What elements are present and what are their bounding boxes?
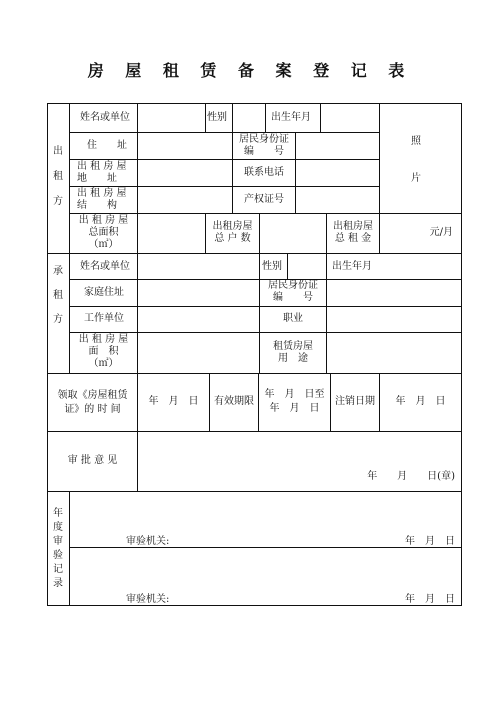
annual-org-1: 审验机关: bbox=[126, 536, 170, 547]
lessee-id-field[interactable] bbox=[327, 280, 461, 306]
section-divider-2 bbox=[47, 373, 462, 374]
cancel-label: 注销日期 bbox=[335, 396, 375, 407]
lessor-birth-label: 出生年月 bbox=[271, 112, 311, 123]
lessee-gender-field[interactable] bbox=[288, 254, 326, 279]
total-area-label-2: 总面积 bbox=[88, 227, 119, 238]
valid-label: 有效期限 bbox=[214, 396, 254, 407]
lessor-name-label: 姓名或单位 bbox=[80, 112, 130, 123]
total-area-label-3: （㎡） bbox=[88, 239, 119, 250]
structure-label-2: 结 构 bbox=[77, 200, 117, 211]
total-area-label-1: 出 租 房 屋 bbox=[78, 215, 129, 226]
lessee-area-label-1: 出 租 房 屋 bbox=[78, 334, 129, 345]
rent-unit: 元/月 bbox=[429, 227, 453, 238]
approval-label: 审 批 意 见 bbox=[67, 455, 118, 466]
cert-vline-c bbox=[258, 373, 259, 431]
job-label: 职业 bbox=[283, 313, 303, 324]
lessor-id-label-1: 居民身份证 bbox=[239, 134, 289, 145]
lessor-vline-c bbox=[265, 103, 266, 132]
lessor-gender-label: 性别 bbox=[207, 112, 227, 123]
deed-label: 产权证号 bbox=[244, 194, 284, 205]
rent-label-2: 总 租 金 bbox=[334, 233, 372, 244]
lessee-name-label: 姓名或单位 bbox=[80, 261, 130, 272]
receive-label-1: 领取《房屋租赁 bbox=[57, 390, 128, 401]
house-address-field[interactable] bbox=[138, 160, 232, 186]
border-right bbox=[461, 103, 462, 606]
lessor-name-field[interactable] bbox=[138, 104, 205, 132]
structure-label-1: 出 租 房 屋 bbox=[77, 188, 127, 199]
home-address-label: 家庭住址 bbox=[84, 287, 124, 298]
lessee-area-label-2: 面 积 bbox=[88, 346, 119, 357]
use-label-2: 用 途 bbox=[278, 353, 308, 364]
valid-range-end[interactable]: 年 月 日 bbox=[269, 403, 320, 414]
households-label-2: 总 户 数 bbox=[214, 233, 251, 244]
receive-date[interactable]: 年 月 日 bbox=[148, 396, 199, 407]
registration-form bbox=[47, 103, 462, 606]
receive-label-2: 证》的 时 间 bbox=[64, 404, 121, 415]
photo-area[interactable] bbox=[380, 104, 461, 213]
annual-date-1: 年 月 日 bbox=[405, 536, 455, 547]
photo-label-1: 照 bbox=[411, 136, 421, 147]
lessee-name-field[interactable] bbox=[138, 254, 259, 279]
households-label-1: 出租房屋 bbox=[212, 221, 253, 232]
lessee-area-field[interactable] bbox=[138, 333, 259, 373]
lessor-gender-field[interactable] bbox=[233, 104, 265, 132]
lessor-phone-label: 联系电话 bbox=[244, 167, 284, 178]
use-label-1: 租赁房屋 bbox=[273, 341, 313, 352]
lessor-vline-a bbox=[205, 103, 206, 132]
house-address-label-2: 地 址 bbox=[77, 173, 117, 184]
work-unit-label: 工作单位 bbox=[84, 313, 124, 324]
total-area-field[interactable] bbox=[138, 214, 205, 253]
home-address-field[interactable] bbox=[138, 280, 259, 306]
annual-org-2: 审验机关: bbox=[126, 594, 170, 605]
photo-label-2: 片 bbox=[411, 173, 421, 184]
rent-field[interactable] bbox=[380, 214, 461, 253]
lessor-phone-field[interactable] bbox=[296, 160, 379, 186]
lessor-address-label: 住 址 bbox=[87, 140, 127, 151]
annual-date-2: 年 月 日 bbox=[405, 594, 455, 605]
lessee-vline-a bbox=[259, 253, 260, 279]
cancel-date[interactable]: 年 月 日 bbox=[395, 396, 446, 407]
lessee-id-label-2: 编 号 bbox=[273, 292, 313, 303]
valid-range-start[interactable]: 年 月 日至 bbox=[264, 389, 325, 400]
lessor-address-field[interactable] bbox=[138, 133, 232, 159]
lessee-birth-label: 出生年月 bbox=[332, 261, 372, 272]
lessee-area-label-3: （㎡） bbox=[88, 358, 119, 369]
lessor-id-field[interactable] bbox=[296, 133, 379, 159]
job-field[interactable] bbox=[327, 307, 461, 332]
work-unit-field[interactable] bbox=[138, 307, 259, 332]
border-left bbox=[47, 103, 48, 606]
households-field[interactable] bbox=[260, 214, 326, 253]
deed-field[interactable] bbox=[296, 187, 379, 213]
lessor-birth-field[interactable] bbox=[321, 104, 379, 132]
structure-field[interactable] bbox=[138, 187, 232, 213]
annual-section-label: 年 度 审 验 记 录 bbox=[53, 508, 63, 589]
lessor-section-label: 出 租 方 bbox=[53, 146, 63, 207]
lessee-birth-field[interactable] bbox=[387, 254, 461, 279]
use-field[interactable] bbox=[327, 333, 461, 373]
lessee-vline-c bbox=[326, 253, 327, 279]
form-title: 房 屋 租 赁 备 案 登 记 表 bbox=[87, 61, 413, 80]
lessee-gender-label: 性别 bbox=[262, 261, 282, 272]
house-address-label-1: 出 租 房 屋 bbox=[77, 161, 127, 172]
lessor-id-label-2: 编 号 bbox=[244, 146, 284, 157]
approval-date: 年 月 日(章) bbox=[367, 471, 455, 482]
rent-label-1: 出租房屋 bbox=[333, 221, 373, 232]
lessee-section-label: 承 租 方 bbox=[53, 266, 63, 325]
lessee-id-label-1: 居民身份证 bbox=[268, 280, 318, 291]
